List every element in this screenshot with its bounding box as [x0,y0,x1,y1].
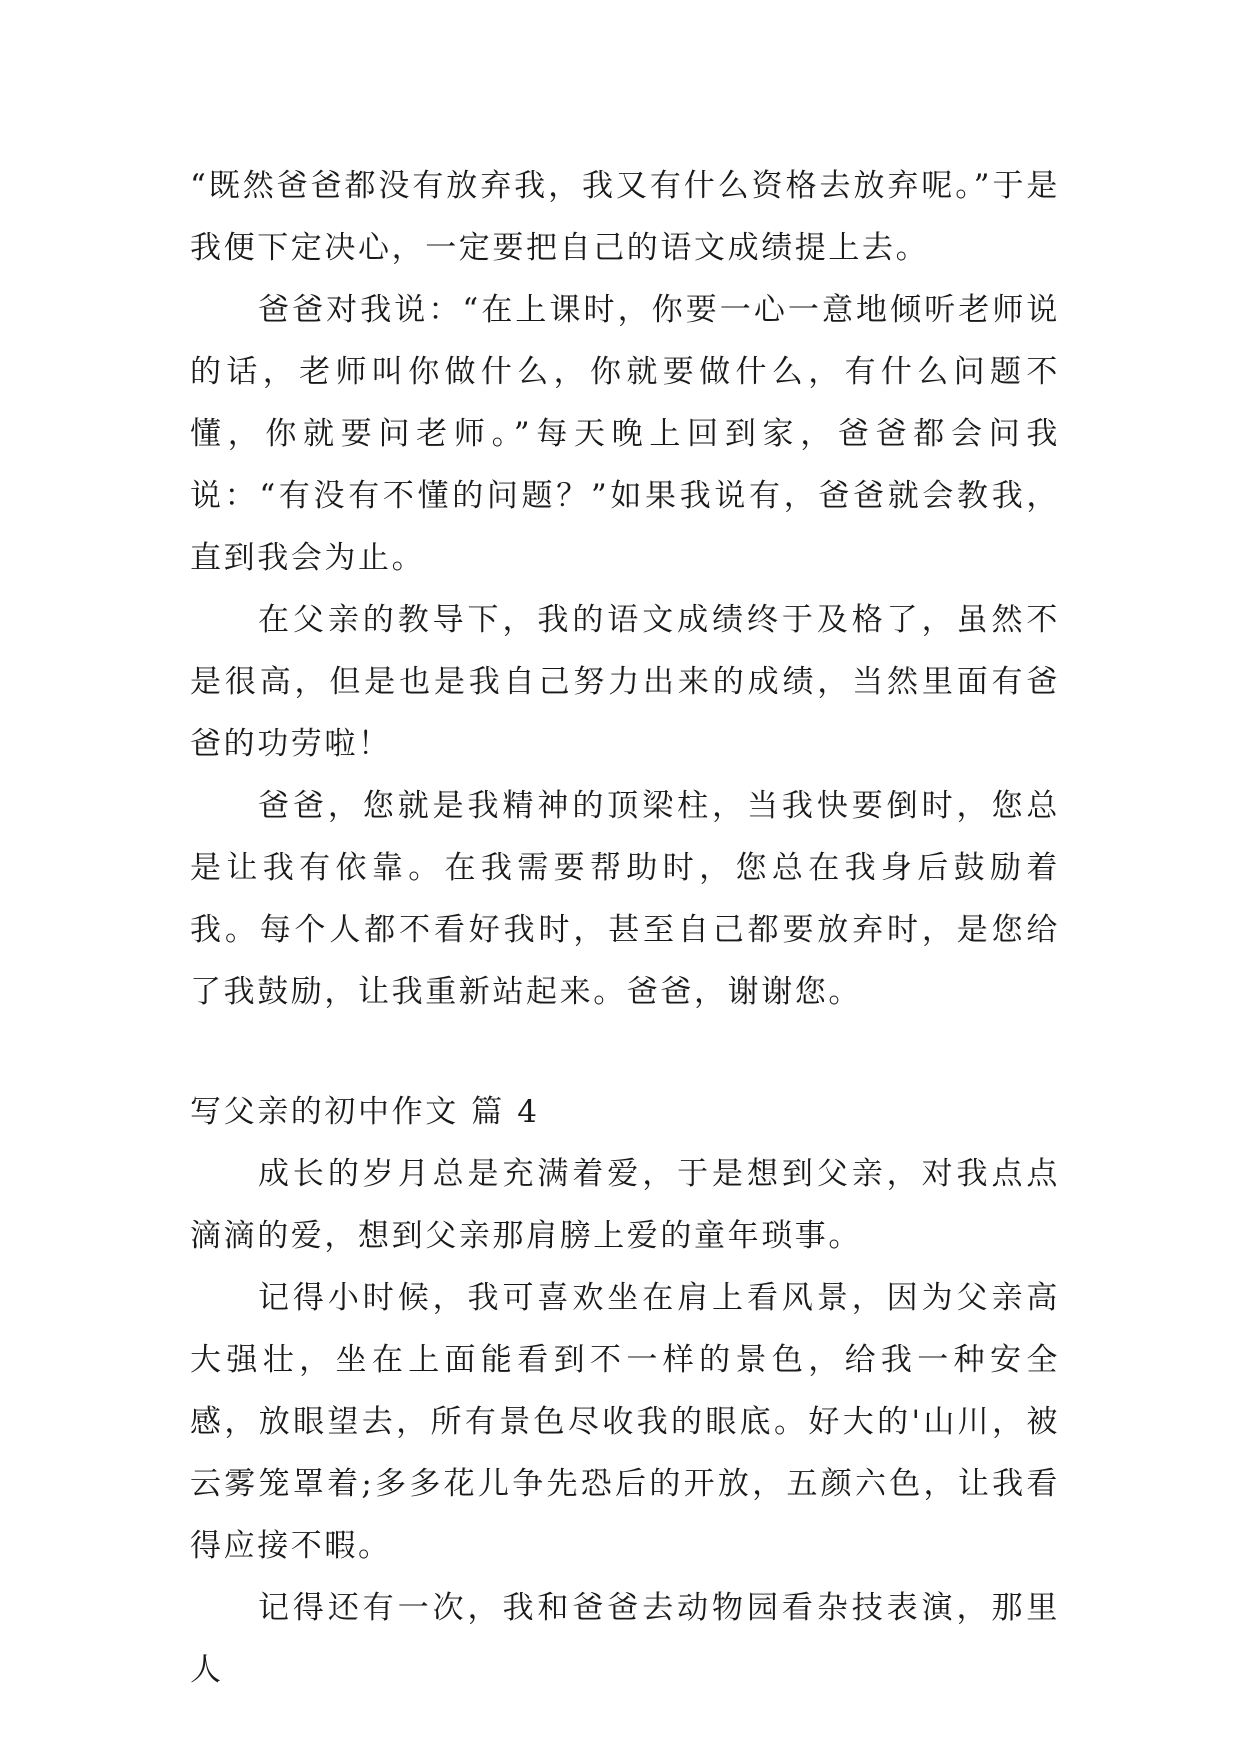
paragraph-3: 在父亲的教导下，我的语文成绩终于及格了，虽然不是很高，但是也是我自己努力出来的成绩，当然里面有爸爸的功劳啦！ [190,602,1060,762]
section-heading: 写父亲的初中作文 篇 4 [190,1094,540,1130]
paragraph-5: 成长的岁月总是充满着爱，于是想到父亲，对我点点滴滴的爱，想到父亲那肩膀上爱的童年琐事。 [190,1156,1060,1254]
paragraph-4: 爸爸，您就是我精神的顶梁柱，当我快要倒时，您总是让我有依靠。在我需要帮助时，您总在我身后鼓励着我。每个人都不看好我时，甚至自己都要放弃时，是您给了我鼓励，让我重新站起来。爸爸，谢谢您。 [190,788,1060,1010]
paragraph-2: 爸爸对我说：“在上课时，你要一心一意地倾听老师说的话，老师叫你做什么，你就要做什么，有什么问题不懂，你就要问老师。”每天晚上回到家，爸爸都会问我说：“有没有不懂的问题？”如果我说有，爸爸就会教我，直到我会为止。 [190,292,1060,576]
section-spacer [190,1023,1060,1081]
paragraph-6: 记得小时候，我可喜欢坐在肩上看风景，因为父亲高大强壮，坐在上面能看到不一样的景色，给我一种安全感，放眼望去，所有景色尽收我的眼底。好大的'山川，被云雾笼罩着;多多花儿争先恐后的开放，五颜六色，让我看得应接不暇。 [190,1280,1060,1564]
document-body [190,155,1060,1701]
paragraph-1: “既然爸爸都没有放弃我，我又有什么资格去放弃呢。”于是我便下定决心，一定要把自己的语文成绩提上去。 [190,168,1060,266]
paragraph-7: 记得还有一次，我和爸爸去动物园看杂技表演，那里人 [190,1590,1060,1688]
